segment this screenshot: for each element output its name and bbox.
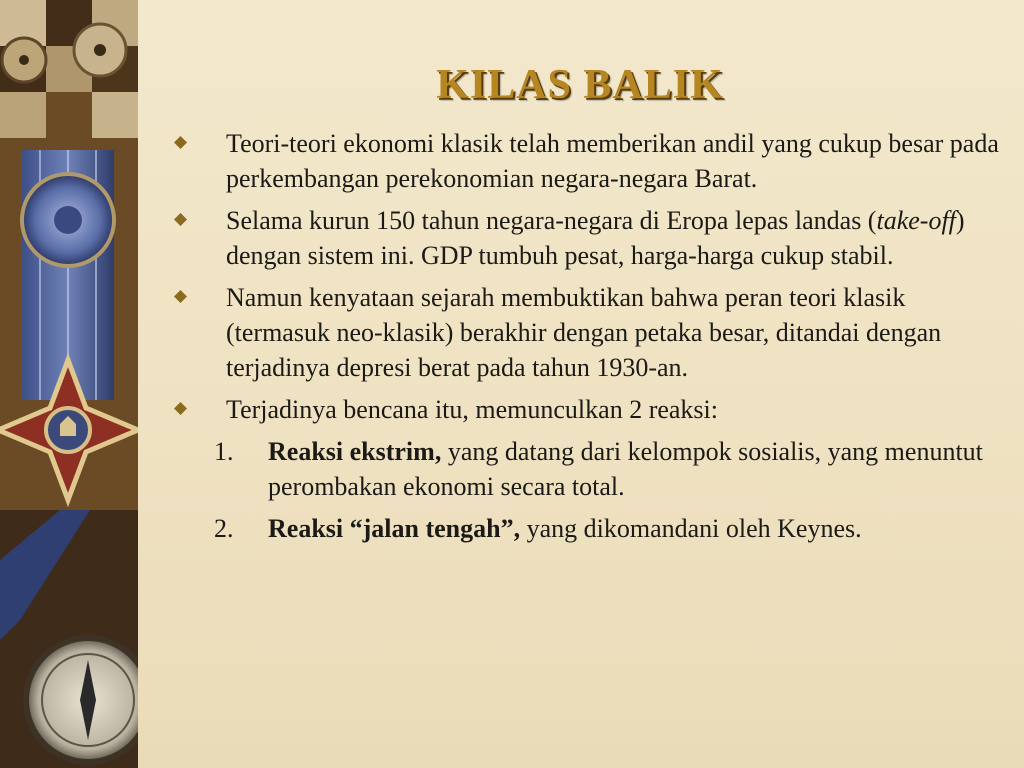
bullet-text-end: ) dengan sistem ini. GDP tumbuh pesat, harga-harga cukup stabil. — [226, 206, 965, 270]
decorative-medal-collage — [0, 0, 138, 768]
diamond-bullet-icon — [174, 402, 187, 415]
medal-collage-image — [0, 0, 138, 768]
item-text: yang datang dari kelompok sosialis, yang menuntut perombakan ekonomi secara total. — [268, 437, 983, 501]
bullet-item — [168, 280, 1004, 385]
slide-content — [168, 126, 1004, 553]
slide-title: KILAS BALIK — [436, 62, 724, 108]
bullet-text: Namun kenyataan sejarah membuktikan bahwa peran teori klasik (termasuk neo-klasik) berakhir dengan petaka besar, ditandai dengan terjadinya depresi berat pada tahun 1930-an. — [226, 283, 942, 382]
bullet-item — [168, 203, 1004, 273]
numbered-item — [168, 511, 1004, 546]
bullet-item — [168, 126, 1004, 196]
bullet-text-italic: take-off — [876, 206, 956, 235]
numbered-item — [168, 434, 1004, 504]
diamond-bullet-icon — [174, 290, 187, 303]
bullet-item — [168, 392, 1004, 427]
bullet-text: Terjadinya bencana itu, memunculkan 2 reaksi: — [226, 395, 718, 424]
bullet-text-start: Selama kurun 150 tahun negara-negara di Eropa lepas landas ( — [226, 206, 877, 235]
item-text: yang dikomandani oleh Keynes. — [520, 514, 862, 543]
diamond-bullet-icon — [174, 213, 187, 226]
diamond-bullet-icon — [174, 136, 187, 149]
item-number: 2. — [214, 514, 234, 543]
bullet-text: Teori-teori ekonomi klasik telah memberikan andil yang cukup besar pada perkembangan perekonomian negara-negara Barat. — [226, 129, 999, 193]
item-bold-label: Reaksi “jalan tengah”, — [268, 514, 521, 543]
item-bold-label: Reaksi ekstrim, — [268, 437, 442, 466]
item-number: 1. — [214, 437, 234, 466]
